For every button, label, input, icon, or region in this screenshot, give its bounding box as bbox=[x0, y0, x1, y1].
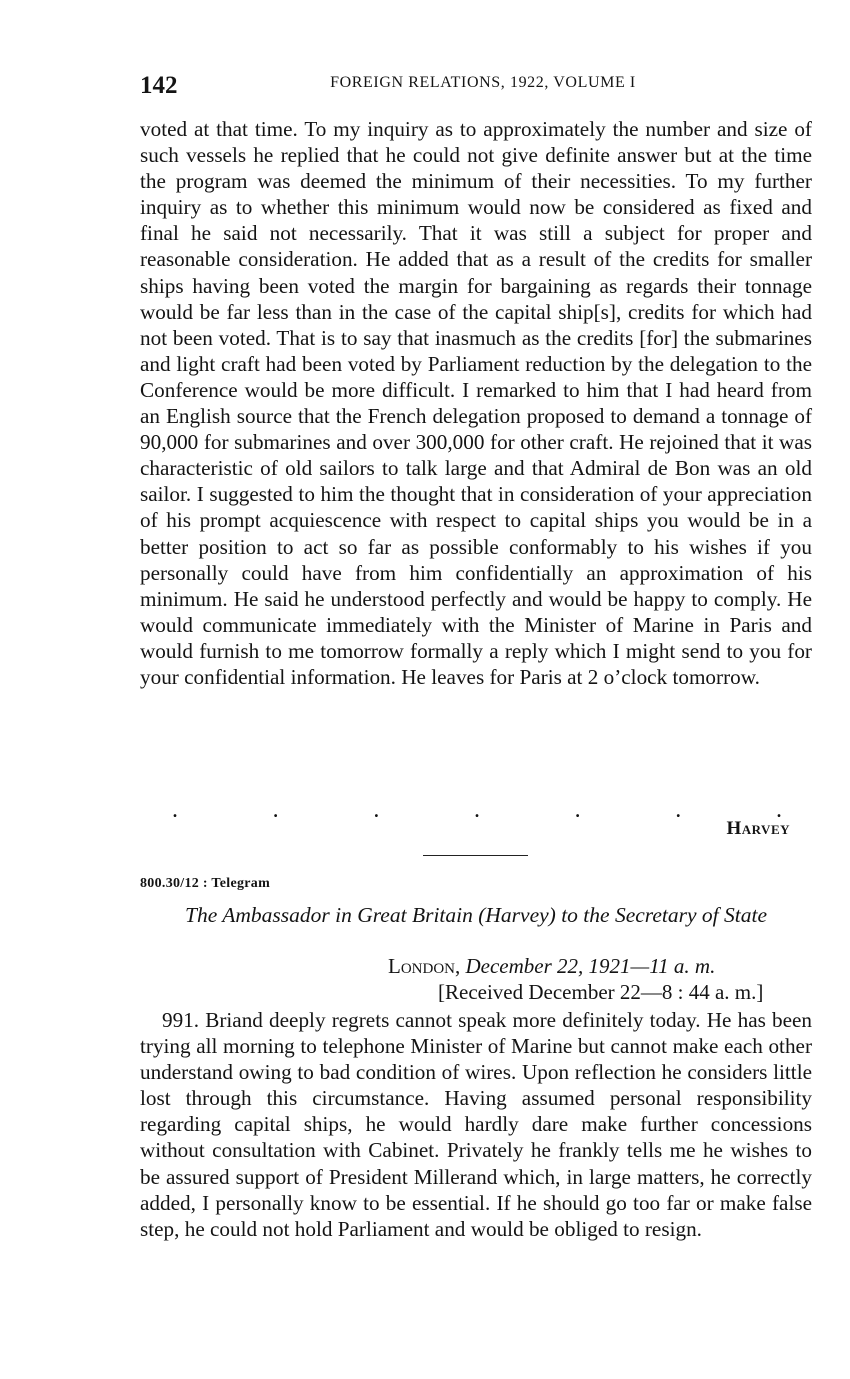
paragraph-continued: voted at that time. To my inquiry as to approximately the number and size of such vessels he replied that he could not give definite answer but at the time the program was deemed the minimum of their necessities. To my further inquiry as to whether this minimum would now be considered as fixed and final he said not necessarily. That it was still a subject for proper and reasonable consideration. He added that as a result of the credits for smaller ships having been voted the margin for bargaining as regards their tonnage would be far less than in the case of the capital ship[s], credits for which had not been voted. That is to say that inasmuch as the credits [for] the submarines and light craft had been voted by Parliament reduction by the delegation to the Conference would be more difficult. I remarked to him that I had heard from an English source that the French delegation proposed to demand a tonnage of 90,000 for submarines and over 300,000 for other craft. He rejoined that it was characteristic of old sailors to talk large and that Admiral de Bon was an old sailor. I suggested to him the thought that in consideration of your appreciation of his prompt acquiescence with respect to capital ships you would be in a better position to act so far as possible conformably to his wishes if you personally could have from him confidentially an approximation of his minimum. He said he understood perfectly and would be happy to comply. He would communicate immediately with the Minister of Marine in Paris and would furnish to me tomorrow formally a reply which I might send to you for your confidential information. He leaves for Paris at 2 o’clock tomorrow. bbox=[140, 117, 812, 689]
omission-dot: . bbox=[574, 797, 581, 823]
dateline-place: London, bbox=[388, 954, 461, 978]
signature: Harvey bbox=[726, 818, 790, 839]
omission-dot: . bbox=[775, 797, 782, 823]
dateline-date: December 22, 1921—11 a. m. bbox=[465, 954, 716, 978]
omission-dot: . bbox=[172, 797, 178, 823]
page-header bbox=[140, 70, 812, 104]
dateline bbox=[388, 954, 715, 979]
running-head: FOREIGN RELATIONS, 1922, VOLUME I bbox=[330, 74, 636, 91]
page-number: 142 bbox=[140, 72, 178, 99]
omission-dot: . bbox=[373, 797, 380, 823]
omission-dot: . bbox=[675, 797, 682, 823]
file-reference: 800.30/12 : Telegram bbox=[140, 876, 271, 891]
omission-dot: . bbox=[473, 797, 480, 823]
section-divider bbox=[423, 855, 528, 856]
received-note: [Received December 22—8 : 44 a. m.] bbox=[438, 980, 764, 1004]
omission-dot: . bbox=[272, 797, 279, 823]
telegram-body: 991. Briand deeply regrets cannot speak more definitely today. He has been trying all morning to telephone Minister of Marine but cannot make each other understand owing to bad condition of wires. Upon reflection he considers little lost through this circumstance. Having assumed personal responsibility regarding capital ships, he would hardly dare make further concessions without consultation with Cabinet. Privately he frankly tells me he wishes to be assured support of President Millerand which, in large matters, he correctly added, I personally know to be essential. If he should go too far or make false step, he could not hold Parliament and would be obliged to resign. bbox=[140, 1008, 812, 1241]
document-heading: The Ambassador in Great Britain (Harvey) to the Secretary of State bbox=[184, 903, 767, 927]
omission-dots bbox=[172, 798, 782, 822]
